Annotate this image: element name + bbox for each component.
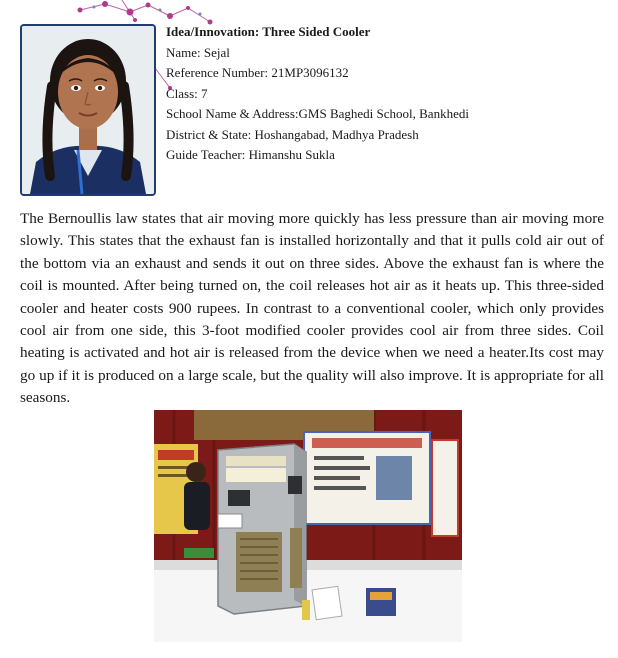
idea-title: Idea/Innovation: Three Sided Cooler <box>166 24 371 39</box>
student-portrait <box>20 24 156 196</box>
exhibit-photo <box>154 410 462 642</box>
student-photo <box>22 26 154 194</box>
guide-teacher: Guide Teacher: Himanshu Sukla <box>166 147 335 162</box>
profile-info <box>166 22 606 166</box>
reference-number: Reference Number: 21MP3096132 <box>166 65 349 80</box>
description-paragraph: The Bernoullis law states that air moving more quickly has less pressure than air moving more slowly. This states that the exhaust fan is installed horizontally and that it pulls cold air out of the bottom via an exhaust and sends it out on three sides. Above the exhaust fan is where the coil is mounted. After being turned on, the coil releases hot air as it heats up. This three-sided cooler and heater costs 900 rupees. In contrast to a conventional cooler, which only provides cool air from one side, this 3-foot modified cooler provides cool air from three sides. Coil heating is activated and hot air is released from the device when we need a heater.Its cost may go up if it is produced on a large scale, but the quality will also improve. It is appropriate for all seasons. <box>20 210 604 407</box>
student-name: Name: Sejal <box>166 44 230 60</box>
school-address: School Name & Address:GMS Baghedi School, Bankhedi <box>166 106 469 121</box>
student-class: Class: 7 <box>166 85 208 101</box>
district-state: District & State: Hoshangabad, Madhya Pradesh <box>166 126 419 142</box>
cooler-exhibit-illustration <box>154 410 462 642</box>
